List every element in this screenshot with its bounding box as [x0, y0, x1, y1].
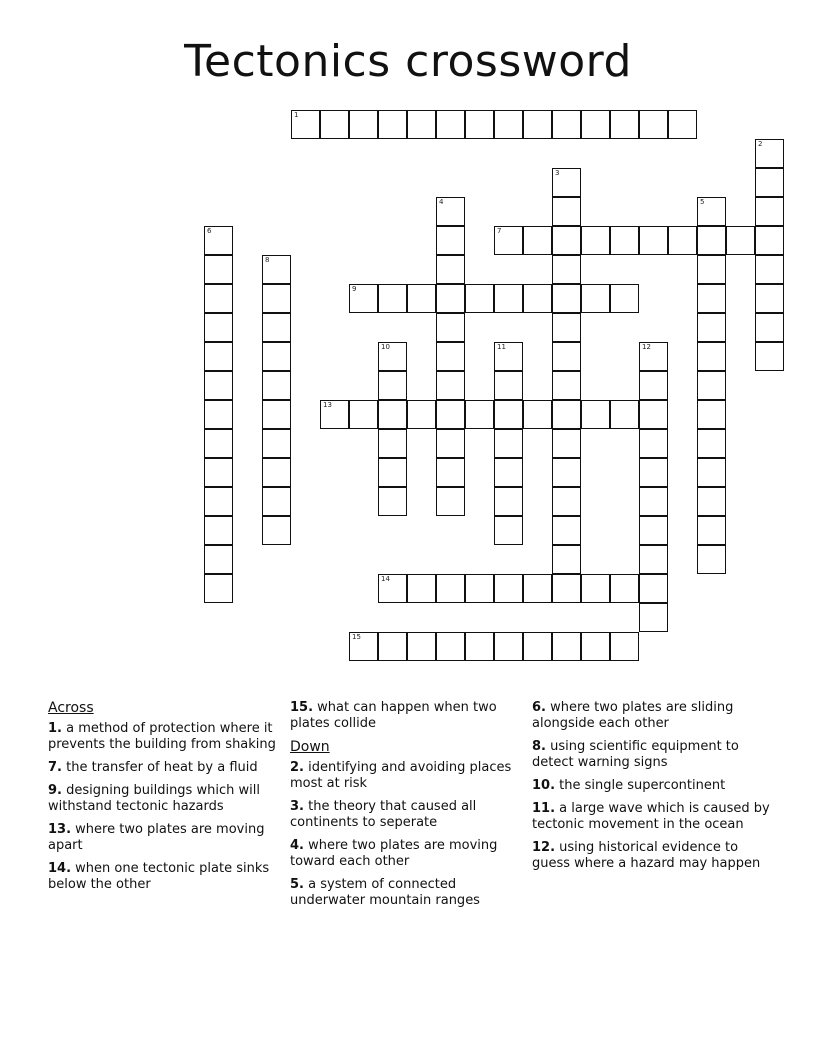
grid-cell[interactable]: [610, 574, 639, 603]
grid-cell[interactable]: [639, 400, 668, 429]
grid-cell[interactable]: [378, 487, 407, 516]
grid-cell[interactable]: [494, 400, 523, 429]
grid-cell[interactable]: [262, 371, 291, 400]
grid-cell[interactable]: [755, 139, 784, 168]
grid-cell[interactable]: [697, 487, 726, 516]
grid-cell[interactable]: [262, 487, 291, 516]
clues-column-3: [532, 700, 772, 879]
clue-across-1: 1. a method of protection where it prevents the building from shaking: [48, 721, 276, 752]
grid-cell[interactable]: [639, 458, 668, 487]
grid-cell[interactable]: [436, 400, 465, 429]
grid-cell[interactable]: [204, 545, 233, 574]
clue-down-5: 5. a system of connected underwater mountain ranges: [290, 877, 480, 908]
grid-cell[interactable]: [523, 574, 552, 603]
grid-cell[interactable]: [552, 371, 581, 400]
clue-down-4: 4. where two plates are moving toward each other: [290, 838, 498, 869]
grid-cell[interactable]: [378, 371, 407, 400]
clue-across-15: 15. what can happen when two plates collide: [290, 700, 497, 731]
grid-cell[interactable]: [436, 197, 465, 226]
grid-cell[interactable]: [349, 632, 378, 661]
grid-cell[interactable]: [581, 226, 610, 255]
clue-across-7: 7. the transfer of heat by a fluid: [48, 760, 258, 775]
grid-cell[interactable]: [465, 110, 494, 139]
grid-cell[interactable]: [610, 632, 639, 661]
grid-cell[interactable]: [378, 284, 407, 313]
grid-cell[interactable]: [407, 110, 436, 139]
grid-cell[interactable]: [552, 545, 581, 574]
grid-cell[interactable]: [378, 342, 407, 371]
grid-cell[interactable]: [204, 458, 233, 487]
grid-cell[interactable]: [523, 110, 552, 139]
grid-cell[interactable]: [494, 371, 523, 400]
grid-cell[interactable]: [436, 371, 465, 400]
grid-cell[interactable]: [436, 255, 465, 284]
grid-cell[interactable]: [697, 371, 726, 400]
grid-cell[interactable]: [262, 255, 291, 284]
grid-cell[interactable]: [610, 400, 639, 429]
grid-cell[interactable]: [494, 487, 523, 516]
clue-down-8: 8. using scientific equipment to detect warning signs: [532, 739, 739, 770]
grid-cell[interactable]: [755, 168, 784, 197]
grid-cell[interactable]: [204, 574, 233, 603]
grid-cell[interactable]: [436, 429, 465, 458]
clue-number: 15: [352, 633, 361, 641]
grid-cell[interactable]: [552, 110, 581, 139]
grid-cell[interactable]: [552, 313, 581, 342]
grid-cell[interactable]: [610, 284, 639, 313]
grid-cell[interactable]: [552, 516, 581, 545]
clue-number: 13: [323, 401, 332, 409]
grid-cell[interactable]: [639, 574, 668, 603]
grid-cell[interactable]: [697, 429, 726, 458]
grid-cell[interactable]: [204, 255, 233, 284]
grid-cell[interactable]: [494, 226, 523, 255]
grid-cell[interactable]: [436, 632, 465, 661]
grid-cell[interactable]: [407, 632, 436, 661]
grid-cell[interactable]: [610, 226, 639, 255]
grid-cell[interactable]: [552, 168, 581, 197]
grid-cell[interactable]: [320, 400, 349, 429]
grid-cell[interactable]: [436, 284, 465, 313]
grid-cell[interactable]: [407, 400, 436, 429]
grid-cell[interactable]: [523, 284, 552, 313]
grid-cell[interactable]: [639, 545, 668, 574]
clue-down-2: 2. identifying and avoiding places most at risk: [290, 760, 512, 791]
grid-cell[interactable]: [262, 516, 291, 545]
clue-down-11: 11. a large wave which is caused by tectonic movement in the ocean: [532, 801, 770, 832]
grid-cell[interactable]: [639, 603, 668, 632]
grid-cell[interactable]: [465, 400, 494, 429]
grid-cell[interactable]: [639, 487, 668, 516]
grid-cell[interactable]: [697, 342, 726, 371]
grid-cell[interactable]: [349, 284, 378, 313]
grid-cell[interactable]: [552, 226, 581, 255]
grid-cell[interactable]: [465, 632, 494, 661]
grid-cell[interactable]: [262, 429, 291, 458]
grid-cell[interactable]: [639, 342, 668, 371]
grid-cell[interactable]: [552, 255, 581, 284]
grid-cell[interactable]: [755, 197, 784, 226]
grid-cell[interactable]: [204, 313, 233, 342]
grid-cell[interactable]: [204, 284, 233, 313]
grid-cell[interactable]: [755, 226, 784, 255]
down-heading: Down: [290, 739, 330, 755]
clue-number: 10: [381, 343, 390, 351]
grid-cell[interactable]: [407, 284, 436, 313]
grid-cell[interactable]: [320, 110, 349, 139]
grid-cell[interactable]: [204, 429, 233, 458]
grid-cell[interactable]: [204, 400, 233, 429]
grid-cell[interactable]: [581, 110, 610, 139]
grid-cell[interactable]: [291, 110, 320, 139]
grid-cell[interactable]: [465, 284, 494, 313]
grid-cell[interactable]: [726, 226, 755, 255]
clue-number: 8: [265, 256, 270, 264]
grid-cell[interactable]: [697, 313, 726, 342]
grid-cell[interactable]: [697, 284, 726, 313]
clues-column-2: [290, 700, 522, 916]
grid-cell[interactable]: [378, 458, 407, 487]
grid-cell[interactable]: [581, 284, 610, 313]
grid-cell[interactable]: [494, 458, 523, 487]
grid-cell[interactable]: [436, 574, 465, 603]
grid-cell[interactable]: [552, 574, 581, 603]
grid-cell[interactable]: [204, 516, 233, 545]
grid-cell[interactable]: [755, 255, 784, 284]
grid-cell[interactable]: [378, 429, 407, 458]
clue-down-6: 6. where two plates are sliding alongside each other: [532, 700, 734, 731]
grid-cell[interactable]: [581, 574, 610, 603]
grid-cell[interactable]: [697, 516, 726, 545]
grid-cell[interactable]: [552, 429, 581, 458]
grid-cell[interactable]: [639, 226, 668, 255]
grid-cell[interactable]: [755, 313, 784, 342]
grid-cell[interactable]: [668, 226, 697, 255]
clue-down-12: 12. using historical evidence to guess where a hazard may happen: [532, 840, 761, 871]
grid-cell[interactable]: [610, 110, 639, 139]
grid-cell[interactable]: [349, 400, 378, 429]
clue-down-3: 3. the theory that caused all continents to seperate: [290, 799, 477, 830]
grid-cell[interactable]: [494, 574, 523, 603]
grid-cell[interactable]: [552, 632, 581, 661]
clue-number: 4: [439, 198, 444, 206]
clues-column-1: [48, 700, 276, 900]
across-heading: Across: [48, 700, 94, 716]
grid-cell[interactable]: [378, 632, 407, 661]
grid-cell[interactable]: [204, 487, 233, 516]
grid-cell[interactable]: [552, 458, 581, 487]
grid-cell[interactable]: [436, 110, 465, 139]
clue-across-9: 9. designing buildings which will withstand tectonic hazards: [48, 783, 260, 814]
grid-cell[interactable]: [552, 197, 581, 226]
grid-cell[interactable]: [523, 400, 552, 429]
grid-cell[interactable]: [639, 429, 668, 458]
clue-number: 3: [555, 169, 560, 177]
grid-cell[interactable]: [378, 574, 407, 603]
clue-number: 7: [497, 227, 502, 235]
grid-cell[interactable]: [204, 342, 233, 371]
clue-number: 2: [758, 140, 763, 148]
grid-cell[interactable]: [697, 458, 726, 487]
grid-cell[interactable]: [523, 632, 552, 661]
grid-cell[interactable]: [523, 226, 552, 255]
grid-cell[interactable]: [465, 574, 494, 603]
clue-number: 1: [294, 111, 299, 119]
grid-cell[interactable]: [552, 342, 581, 371]
grid-cell[interactable]: [262, 313, 291, 342]
grid-cell[interactable]: [378, 400, 407, 429]
grid-cell[interactable]: [552, 400, 581, 429]
grid-cell[interactable]: [262, 284, 291, 313]
grid-cell[interactable]: [262, 458, 291, 487]
clue-number: 11: [497, 343, 506, 351]
clue-number: 5: [700, 198, 705, 206]
grid-cell[interactable]: [436, 342, 465, 371]
grid-cell[interactable]: [697, 197, 726, 226]
grid-cell[interactable]: [697, 545, 726, 574]
grid-cell[interactable]: [639, 516, 668, 545]
grid-cell[interactable]: [552, 284, 581, 313]
grid-cell[interactable]: [697, 400, 726, 429]
grid-cell[interactable]: [697, 255, 726, 284]
grid-cell[interactable]: [349, 110, 378, 139]
grid-cell[interactable]: [755, 284, 784, 313]
grid-cell[interactable]: [436, 487, 465, 516]
grid-cell[interactable]: [639, 371, 668, 400]
grid-cell[interactable]: [262, 342, 291, 371]
clue-across-14: 14. when one tectonic plate sinks below the other: [48, 861, 270, 892]
grid-cell[interactable]: [494, 516, 523, 545]
grid-cell[interactable]: [204, 371, 233, 400]
grid-cell[interactable]: [581, 400, 610, 429]
page-title: Tectonics crossword: [184, 36, 632, 87]
grid-cell[interactable]: [494, 429, 523, 458]
grid-cell[interactable]: [436, 313, 465, 342]
grid-cell[interactable]: [436, 458, 465, 487]
grid-cell[interactable]: [581, 632, 610, 661]
clue-down-10: 10. the single supercontinent: [532, 778, 726, 793]
grid-cell[interactable]: [668, 110, 697, 139]
grid-cell[interactable]: [494, 284, 523, 313]
grid-cell[interactable]: [639, 110, 668, 139]
grid-cell[interactable]: [552, 487, 581, 516]
clue-across-13: 13. where two plates are moving apart: [48, 822, 265, 853]
grid-cell[interactable]: [407, 574, 436, 603]
grid-cell[interactable]: [494, 342, 523, 371]
clue-number: 14: [381, 575, 390, 583]
clue-number: 9: [352, 285, 357, 293]
grid-cell[interactable]: [204, 226, 233, 255]
grid-cell[interactable]: [697, 226, 726, 255]
grid-cell[interactable]: [494, 632, 523, 661]
grid-cell[interactable]: [436, 226, 465, 255]
clue-number: 12: [642, 343, 651, 351]
grid-cell[interactable]: [378, 110, 407, 139]
clue-number: 6: [207, 227, 212, 235]
grid-cell[interactable]: [494, 110, 523, 139]
grid-cell[interactable]: [262, 400, 291, 429]
grid-cell[interactable]: [755, 342, 784, 371]
